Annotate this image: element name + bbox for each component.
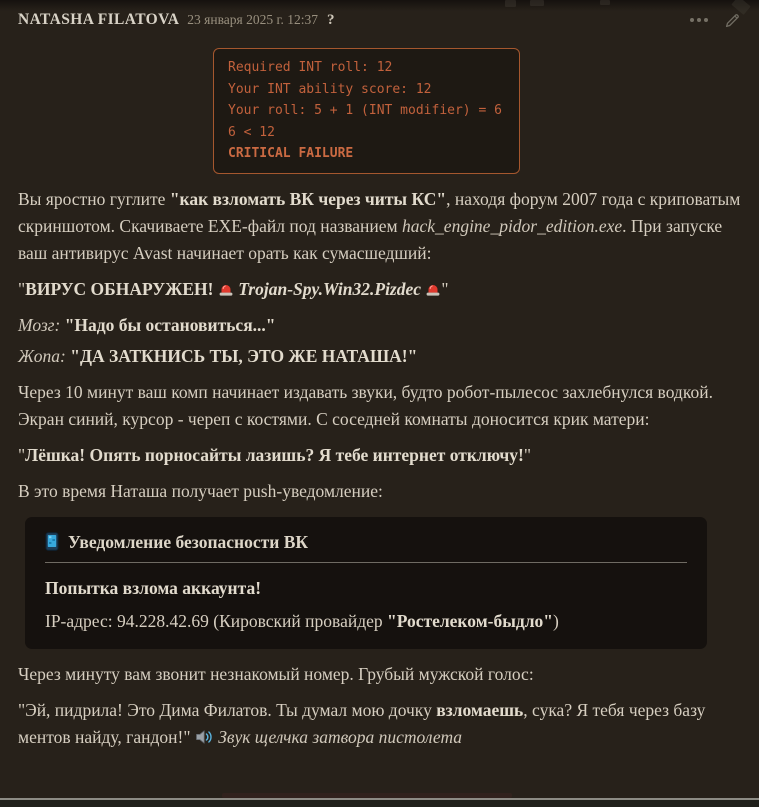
code-line: Your roll: 5 + 1 (INT modifier) = 6 [228,103,502,118]
text-run-bold: "как взломать ВК через читы КС" [169,188,447,209]
timestamp: 23 января 2025 г. 12:37 [187,12,319,27]
butt-line [18,343,741,370]
text-run: " [18,278,26,299]
text-run-bold: взломаешь [436,699,524,720]
text-run: " [523,444,532,465]
text-run-italic: hack_engine_pidor_edition.exe [402,215,623,236]
text-run: В это время Наташа получает push-уведомление: [18,480,383,501]
text-run: , находя форум 2007 года с криповатым скриншотом. Скачиваете EXE-файл под названием [18,188,741,236]
text-run-bold: "Ростелеком-быдло" [387,610,554,631]
notification-alert: Попытка взлома аккаунта! [45,577,262,598]
siren-icon [218,281,234,297]
text-run: , сука? Я тебя через базу ментов найду, гандон!" [18,699,706,747]
message-body [0,48,759,751]
text-run-bold: "ДА ЗАТКНИСЬ ТЫ, ЭТО ЖЕ НАТАША!" [70,345,418,366]
text-run-italic: Жопа: [18,345,66,366]
vk-notification-card [25,517,707,649]
code-line: Required INT roll: 12 [228,60,393,75]
narration-paragraph [18,661,741,688]
narration-paragraph [18,478,741,505]
ellipsis-icon[interactable] [690,18,708,22]
question-mark-icon[interactable]: ? [327,12,335,28]
brain-line [18,312,741,339]
header-actions [690,12,741,29]
text-run: "Эй, пидрила! Это Дима Филатов. Ты думал мою дочку [18,699,437,720]
text-run-bold: "Надо бы остановиться..." [64,314,276,335]
narration-paragraph [18,186,741,267]
code-line: Your INT ability score: 12 [228,81,432,97]
text-run: IP-адрес: 94.228.42.69 (Кировский провайдер [45,610,387,631]
text-run-italic: Мозг: [18,314,61,335]
text-run: Через минуту вам звонит незнакомый номер. Грубый мужской голос: [18,663,534,684]
notification-header [45,530,687,563]
text-run: Вы яростно гуглите [18,188,170,209]
code-line: 6 < 12 [228,124,275,140]
mother-quote-line [18,442,741,469]
text-run-italic: Звук щелчка затвора пистолета [218,726,463,747]
text-run-bold: ВИРУС ОБНАРУЖЕН! [25,278,214,299]
text-run-bold: Лёшка! Опять порносайты лазишь? Я тебе интернет отключу! [25,444,524,465]
siren-icon [425,281,441,297]
notification-ip-line [45,608,687,635]
phone-call-quote [18,697,741,751]
text-run: ) [553,610,559,631]
virus-alert-line [18,276,741,303]
author-name[interactable]: NATASHA FILATOVA [18,11,180,28]
notification-title: Уведомление безопасности ВК [68,531,309,552]
code-result-line: CRITICAL FAILURE [228,146,354,161]
smartphone-icon [45,532,59,551]
narration-paragraph [18,379,741,433]
speaker-icon [195,729,214,745]
pencil-icon[interactable] [724,12,741,29]
text-run-bold-italic: Trojan-Spy.Win32.Pizdec [238,278,422,299]
text-run: . При запуске ваш антивирус Avast начинает орать как сумасшедший: [18,215,723,263]
bottom-panel-strip [0,800,759,807]
text-run: " [18,444,26,465]
dice-roll-block [213,48,520,174]
bottom-panel-edge [0,798,759,807]
text-run: " [441,278,449,299]
message-header [0,0,759,38]
text-run: Через 10 минут ваш комп начинает издавать звуки, будто робот-пылесос захлебнулся водкой. Экран синий, курсор - череп с костями. С соседней комнаты доносится крик матери: [18,381,713,429]
